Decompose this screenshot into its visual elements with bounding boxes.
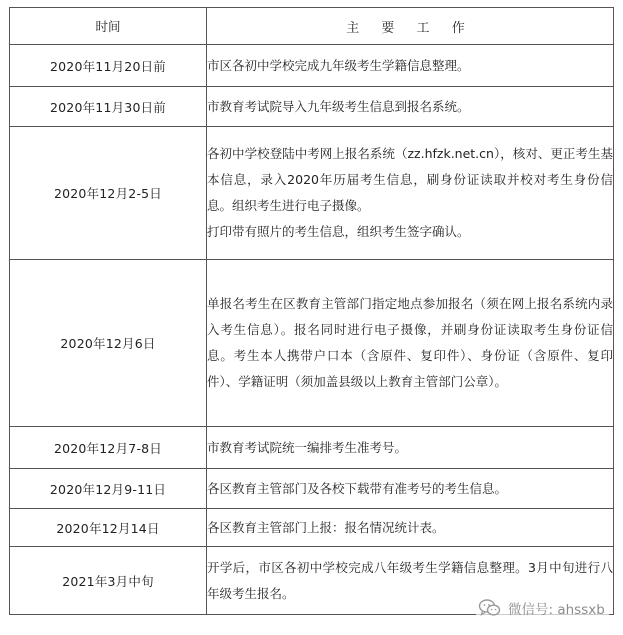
table-row	[10, 469, 614, 509]
row-time: 2020年12月9-11日	[10, 469, 207, 509]
wechat-icon	[478, 598, 502, 618]
work-text: 市教育考试院导入九年级考生信息到报名系统。	[207, 98, 470, 114]
table-row	[10, 87, 614, 127]
header-time: 时间	[10, 8, 207, 45]
row-work	[207, 45, 614, 87]
row-work	[207, 469, 614, 509]
work-text: 各初中学校登陆中考网上报名系统（zz.hfzk.net.cn），核对、更正考生基本信息，录入2020年历届考生信息，刷身份证读取并校对考生身份信息。组织考生进行电子摄像。	[207, 146, 613, 213]
row-work	[207, 509, 614, 547]
table-row	[10, 45, 614, 87]
work-text: 市教育考试院统一编排考生准考号。	[207, 439, 408, 455]
row-time: 2020年12月14日	[10, 509, 207, 547]
table-row	[10, 260, 614, 427]
row-time: 2021年3月中旬	[10, 547, 207, 615]
row-work	[207, 260, 614, 427]
row-time: 2020年12月7-8日	[10, 427, 207, 469]
row-time: 2020年11月20日前	[10, 45, 207, 87]
work-text: 打印带有照片的考生信息，组织考生签字确认。	[207, 224, 470, 239]
work-text: 各区教育主管部门及各校下载带有准考号的考生信息。	[207, 480, 508, 496]
row-work	[207, 127, 614, 260]
work-text: 市区各初中学校完成九年级考生学籍信息整理。	[207, 57, 470, 73]
header-main-work: 主 要 工 作	[207, 8, 614, 45]
row-work	[207, 427, 614, 469]
work-text: 单报名考生在区教育主管部门指定地点参加报名（须在网上报名系统内录入考生信息）。报名同时进行电子摄像，并刷身份证读取考生身份证信息。考生本人携带户口本（含原件、复印件）、身份证（含原件、复印件）、学籍证明（须加盖县级以上教育主管部门公章）。	[207, 296, 613, 389]
row-time: 2020年12月2-5日	[10, 127, 207, 260]
schedule-table	[9, 7, 614, 615]
work-text: 各区教育主管部门上报：报名情况统计表。	[207, 519, 445, 535]
row-work	[207, 87, 614, 127]
table-row	[10, 427, 614, 469]
row-time: 2020年11月30日前	[10, 87, 207, 127]
table-header-row	[10, 8, 614, 45]
row-time: 2020年12月6日	[10, 260, 207, 427]
table-row	[10, 509, 614, 547]
work-text: 开学后，市区各初中学校完成八年级考生学籍信息整理。3月中旬进行八年级考生报名。	[207, 559, 613, 601]
watermark-text: 微信号: ahssxb	[508, 602, 605, 618]
wechat-watermark	[476, 597, 609, 619]
table-row	[10, 127, 614, 260]
